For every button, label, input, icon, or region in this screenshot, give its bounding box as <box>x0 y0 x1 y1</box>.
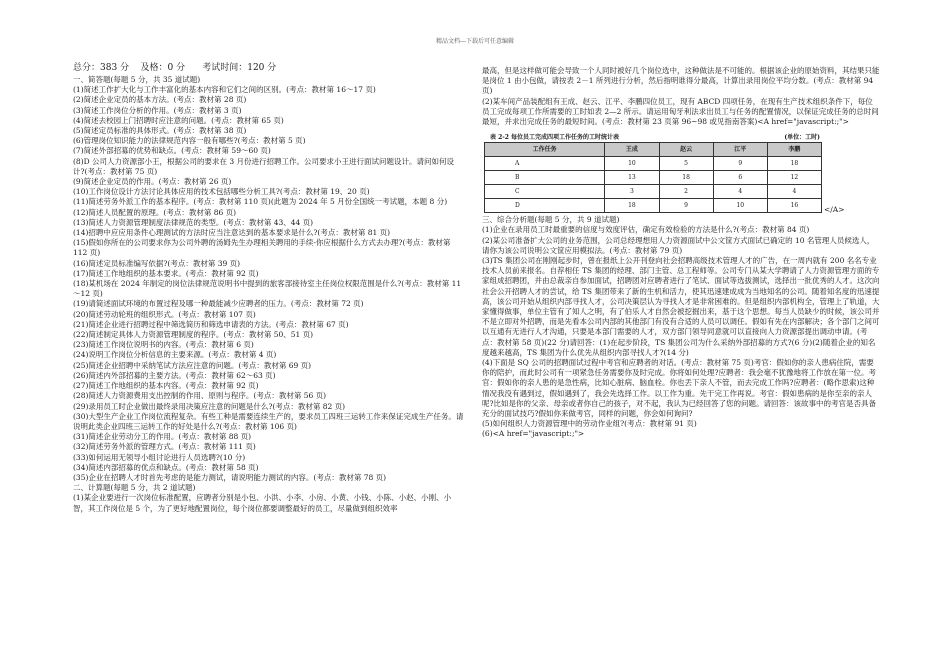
table-cell: 18 <box>767 157 821 171</box>
table-cell: 16 <box>767 199 821 213</box>
question-line: (23)简述工作岗位说明书的内容。(考点：教材第 6 页) <box>73 340 254 350</box>
table-header-cell: 王成 <box>605 143 659 157</box>
table-cell: 4 <box>767 185 821 199</box>
table-header-cell: 工作任务 <box>485 143 605 157</box>
question-line: (10)工作岗位设计方法讨论具体应用的技术包括哪些分析工具?(考点：教材第 19、20 页) <box>73 187 370 197</box>
table-header-cell: 赵云 <box>659 143 713 157</box>
question-line: (26)简述内外部招募的主要方法。(考点：教材第 62～63 页) <box>73 370 276 380</box>
question-line: (20)简述劳动轮班的组织形式。(考点：教材第 107 页) <box>73 309 256 319</box>
question-line: (30)大型生产企业工作岗位流程复杂。有些工种是需要连续生产的，要求员工四班三运转工作来保证完成生产任务。请说明此类企业四班三运转工作的好处是什么?(考点：教材第 106 页) <box>73 411 464 431</box>
table-row <box>485 157 822 171</box>
question-line: (6)管理岗位知识能力的法律规范内容一般有哪些?(考点：教材第 5 页) <box>73 136 306 146</box>
question-line: (5)如何组织人力资源管理中的劳动作业组?(考点：教材第 91 页) <box>482 419 697 429</box>
question-line: (12)简述人员配置的原理。(考点：教材第 86 页) <box>73 207 237 217</box>
question-line: (5)简述定员标准的具体形式。(考点：教材第 38 页) <box>73 126 247 136</box>
table-cell: 10 <box>713 199 767 213</box>
question-line: (35)企业在招聘人才时首先考虑的是能力测试，请说明能力测试的内容。(考点：教材第 78 页) <box>73 472 387 482</box>
question-line: (31)简述企业劳动分工的作用。(考点：教材第 88 页) <box>73 432 252 442</box>
worktime-table <box>484 142 822 213</box>
question-line: (18)某机场在 2024 年制定的岗位法律规范说明书中提到的旅客部接待室主任岗位权限范围是什么?(考点：教材第 11～12 页) <box>73 279 462 299</box>
question-line: (29)录用员工时企业做出最终录用决策应注意的问题是什么?(考点：教材第 82 页) <box>73 401 346 411</box>
question-line: (15)假如你所在的公司要求你为公司外聘的汤姆先生办理相关聘用的手续-你应根据什么方式去办理?(考点：教材第 112 页) <box>73 238 453 258</box>
question-line: (34)简述内部招募的优点和缺点。(考点：教材第 58 页) <box>73 462 259 472</box>
question-line: (6)<A href="javascript:;"> <box>482 429 585 439</box>
right-column <box>482 66 880 440</box>
worktime-table-block <box>482 133 880 213</box>
table-cell: A <box>485 157 605 171</box>
table-cell: C <box>485 185 605 199</box>
question-line: (24)说明工作岗位分析信息的主要来源。(考点：教材第 4 页) <box>73 350 277 360</box>
left-column <box>73 62 465 514</box>
table-row <box>485 185 822 199</box>
question-line: (9)简述企业定员的作用。(考点：教材第 26 页) <box>73 177 232 187</box>
question-line: (28)简述人力资源费用支出控制的作用、原则与程序。(考点：教材第 56 页) <box>73 391 327 401</box>
table-cell: 2 <box>659 185 713 199</box>
table-header-cell: 李鹏 <box>767 143 821 157</box>
question-line: (4)下面是 SQ 公司的招聘面试过程中考官和应聘者的对话。(考点：教材第 75 页)考官：假如你的亲人患病住院，需要你的陪护，而此时公司有一项紧急任务需要你及时完成。你将如何处理?应聘者：我会毫不犹豫地将工作放在第一位。考官：假如你的亲人患的是急性病，比如心脏病、脑血栓。你也丢下亲人不管，而去完成工作吗?应聘者：(略作思索)这种情况我没有遇到过，假如遇到了，我会先选择工作。以工作为重。先干完工作再说。考官：假如患病的是你至亲的亲人呢?比如是你的父亲、母亲或者你自己的孩子，对不起，我认为已经回答了您的问题。请回答：该故事中的考官是否具备充分的面试技巧?假如你来做考官，同样的问题，你会如何询问? <box>482 358 877 419</box>
question-line: (7)简述外部招募的优势和缺点。(考点：教材第 59～60 页) <box>73 146 271 156</box>
table-title: 表 2-2 每位员工完成四项工作任务的工时统计表 <box>490 134 620 142</box>
question-line: (16)简述定员标准编写依据?(考点：教材第 39 页) <box>73 258 241 268</box>
table-cell: 9 <box>659 199 713 213</box>
question-line: (14)招聘中应应用条件心理测试的方法时应当注意达到的基本要求是什么?(考点：教材第 81 页) <box>73 228 391 238</box>
question-line: (11)简述劳务外派工作的基本程序。(考点：教材第 110 页)(此题为 2024 年 5 月份全国统一考试题，本题 8 分) <box>73 197 448 207</box>
question-line: (33)如何运用无领导小组讨论进行人员选聘?(10 分) <box>73 452 246 462</box>
table-row <box>485 199 822 213</box>
question-line: (17)简述工作地组织的基本要求。(考点：教材第 92 页) <box>73 268 259 278</box>
right-bottom-text <box>482 215 880 439</box>
table-cell: 10 <box>605 157 659 171</box>
question-line: (1)简述工作扩大化与工作丰富化的基本内容和它们之间的区别。(考点：教材第 16～17 页) <box>73 85 376 95</box>
table-cell: 6 <box>713 171 767 185</box>
table-cell: 3 <box>605 185 659 199</box>
question-line: (1)某企业要进行一次岗位标准配置，应聘者分别是小包、小洪、小李、小房、小黄、小钱、小陈、小赵、小刚、小智，其工作岗位是 5 个，为了更好地配置岗位，每个岗位都要调整最好的员工，尽量做到组织效率 <box>73 493 452 513</box>
question-line: (1)企业在录用员工时最重要的信度与效度评估，确定有效检验的方法是什么?(考点：教材第 84 页) <box>482 225 810 235</box>
question-line: 三、综合分析题(每题 5 分，共 9 道试题) <box>482 215 620 225</box>
question-line: (8)D 公司人力资源部小王，根据公司的要求在 3 月份进行招聘工作。公司要求小王进行面试问题设计。请问如何设计?(考点：教材第 75 页) <box>73 156 455 176</box>
table-cell: 5 <box>659 157 713 171</box>
table-cell: 4 <box>713 185 767 199</box>
question-line: (2)某车间产品装配组有王成、赵云、江平、李鹏四位员工，现有 ABCD 四项任务，在现有生产技术组织条件下，每位员工完成每项工作所需要的工时如表 2—2 所示。请运用匈牙利法求出员工与任务的配置情况，以保证完成任务的总时间最短，并求出完成任务的最短时间。(考点：教材第 23 页第 96~98 或见指南答案)<A href="javascript:;"> <box>482 96 879 127</box>
right-top-text <box>482 66 880 127</box>
table-header-cell: 江平 <box>713 143 767 157</box>
question-line: (19)请简述面试环境的布置过程及哪一种最能减少应聘者的压力。(考点：教材第 72 页) <box>73 299 364 309</box>
document-header: 精品文档---下载后可任意编辑 <box>435 38 515 45</box>
question-line: (21)简述企业进行招聘过程中筛选简历和筛选申请表的方法。(考点：教材第 67 页) <box>73 319 349 329</box>
question-line: (25)简述企业招聘中采纳笔试方法应注意的问题。(考点：教材第 69 页) <box>73 360 312 370</box>
question-line: (32)简述劳务外派的管理方式。(考点：教材第 111 页) <box>73 442 256 452</box>
table-header-row <box>485 143 822 157</box>
table-cell: 18 <box>659 171 713 185</box>
question-line: (2)简述企业定员的基本方法。(考点：教材第 28 页) <box>73 95 247 105</box>
question-line: (22)简述制定具体人力资源管理制度的程序。(考点：教材第 50、51 页) <box>73 330 314 340</box>
table-cell: 18 <box>605 199 659 213</box>
question-line: (27)简述工作地组织的基本内容。(考点：教材第 92 页) <box>73 381 259 391</box>
question-line: (2)某公司准备扩大公司的业务范围，公司总经理想用人力资源面试中公文筐方式面试已确定的 10 名管理人员候选人，请你为该公司说明公文筐应用模拟法。(考点：教材第 79 页) <box>482 235 875 255</box>
question-line: 一、简答题(每题 5 分，共 35 道试题) <box>73 75 201 84</box>
question-line: (4)简述去校园上门招聘时应注意的问题。(考点：教材第 65 页) <box>73 115 284 125</box>
table-cell: D <box>485 199 605 213</box>
table-cell: 12 <box>767 171 821 185</box>
table-cell: B <box>485 171 605 185</box>
table-unit: (单位：工时) <box>784 134 820 142</box>
question-line: (3)简述工作岗位分析的作用。(考点：教材第 3 页) <box>73 105 242 115</box>
question-line: 二、计算题(每题 5 分，共 2 道试题) <box>73 483 196 493</box>
table-caption <box>490 133 820 142</box>
question-line: (13)简述人力资源管理制度法律规范的类型。(考点：教材第 43、44 页) <box>73 217 314 227</box>
exam-summary: 总分：383 分 及格：0 分 考试时间：120 分 <box>73 63 277 73</box>
table-cell: 13 <box>605 171 659 185</box>
table-row <box>485 171 822 185</box>
question-line: 最高，但是这样做可能会导致一个人同时被好几个岗位选中，这种做法是不可能的。根据该企业的原始资料，其结果只能是岗位 1 由小包做，请按表 2－1 所列进行分析，然后指明谁得分最高，计算出录用岗位平均分数。(考点：教材第 94 页) <box>482 66 880 96</box>
anchor-close-tag: </A> <box>824 205 845 215</box>
table-cell: 9 <box>713 157 767 171</box>
question-line: (3)TS 集团公司在刚刚起步时，曾在报纸上公开刊登向社会招聘高级技术管理人才的广告，在一周内就有 200 名名专业技术人员前来报名。自荐相任 TS 集团的经理、部门主管、总工程师等。公司专门从某大学聘请了人力资源管理方面的专家组成招聘团，并由总裁亲自参加面试，招聘团对应聘者进行了笔试、面试等选拔测试，选择出一批优秀的人才。这次向社会公开招聘人才的尝试，给 TS 集团带来了新的生机和活力，使其迅速建成成为当地知名的公司。随着知名度的迅速提高，该公司开始从组织内部寻找人才，公司决策层认为寻找人才是非常困难的。但是组织内部机构全，管理上了轨道，大家懂得做事，单位主管有了知人之明，有了伯乐人才自然会被挖掘出来，基于这个思想。每当人员缺少的时候，该公司并不是立即对外招聘，而是先看本公司内部的其他部门有没有合适的人员可以调任。假如有先在内部解决；各个部门之间可以互通有无进行人才沟通，只要是本部门需要的人才，双方部门领导同意就可以直接向人力资源部提出调动申请。(考点：教材第 58 页)(22 分)请回答：(1)在起步阶段，TS 集团公司为什么采纳外部招募的方式?(6 分)(2)随着企业的知名度越来越高，TS 集团为什么优先从组织内部寻找人才?(14 分) <box>482 256 880 357</box>
